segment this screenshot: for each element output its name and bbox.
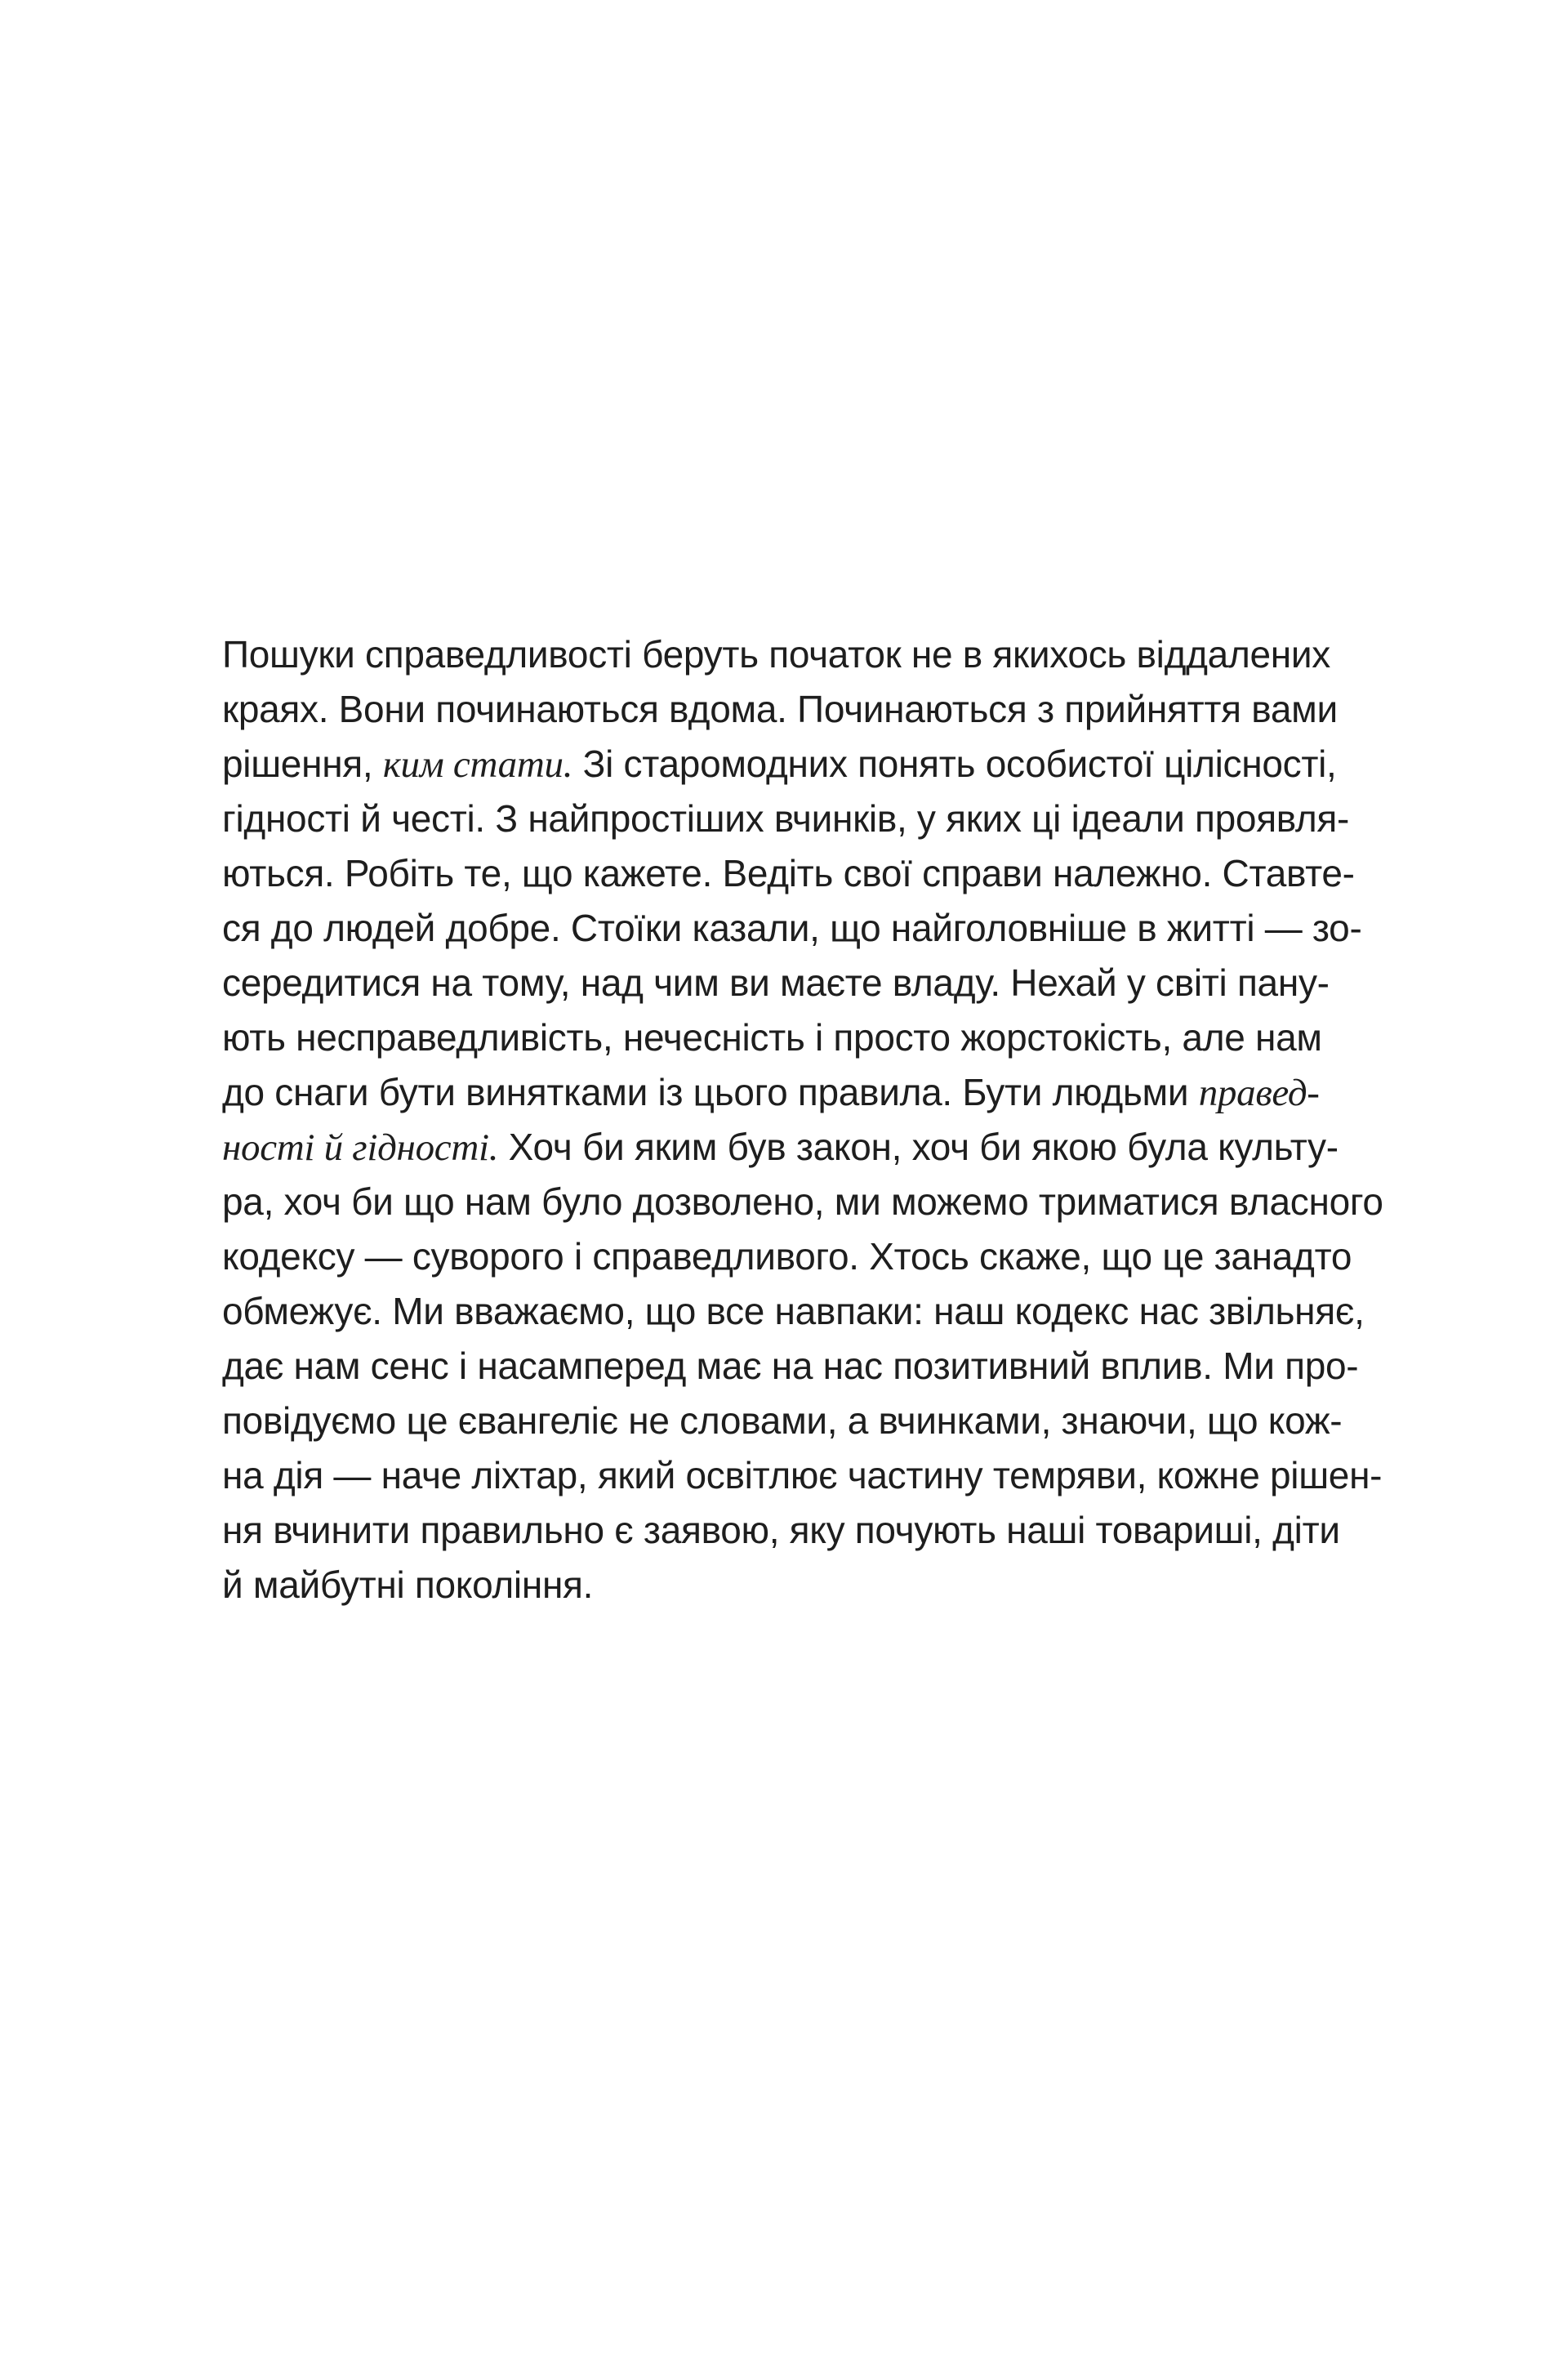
text-line-end: Зі старомодних понять особистої цілісності, [572,743,1337,785]
text-line: обмежує. Ми вважаємо, що все навпаки: наш кодекс нас звільняє, [222,1290,1365,1332]
text-line: ра, хоч би що нам було дозволено, ми можемо триматися власного [222,1180,1383,1223]
text-line: ють несправедливість, нечесність і просто жорстокість, але нам [222,1016,1322,1059]
text-line-start: рішення, [222,743,383,785]
text-line: Пошуки справедливості беруть початок не в якихось віддалених [222,633,1330,676]
text-line: ються. Робіть те, що кажете. Ведіть свої справи належно. Ставте- [222,852,1355,894]
italic-emphasis: ності й гідності. [222,1126,499,1169]
text-line-end: Хоч би яким був закон, хоч би якою була культу- [498,1126,1339,1168]
italic-emphasis: ким стати. [382,743,573,786]
text-line [222,1071,1320,1114]
text-line: ня вчинити правильно є заявою, яку почують наші товариші, діти [222,1509,1340,1551]
text-line: кодексу — суворого і справедливого. Хтось скаже, що це занадто [222,1235,1352,1278]
text-line: ся до людей добре. Стоїки казали, що найголовніше в житті — зо- [222,907,1362,949]
text-line: повідуємо це євангеліє не словами, а вчинками, знаючи, що кож- [222,1399,1343,1442]
text-line [222,1126,1339,1169]
text-line-last: й майбутні покоління. [222,1563,594,1606]
text-line: на дія — наче ліхтар, який освітлює частину темряви, кожне рішен- [222,1454,1383,1496]
text-line: середитися на тому, над чим ви маєте владу. Нехай у світі пану- [222,961,1330,1004]
text-line: гідності й честі. З найпростіших вчинків, у яких ці ідеали проявля- [222,797,1350,840]
text-line: краях. Вони починаються вдома. Починаються з прийняття вами [222,688,1338,730]
text-line: дає нам сенс і насамперед має на нас позитивний вплив. Ми про- [222,1345,1359,1387]
italic-emphasis: правед- [1198,1072,1320,1114]
text-line [222,743,1337,786]
text-line-start: до снаги бути винятками із цього правила. Бути людьми [222,1071,1199,1113]
